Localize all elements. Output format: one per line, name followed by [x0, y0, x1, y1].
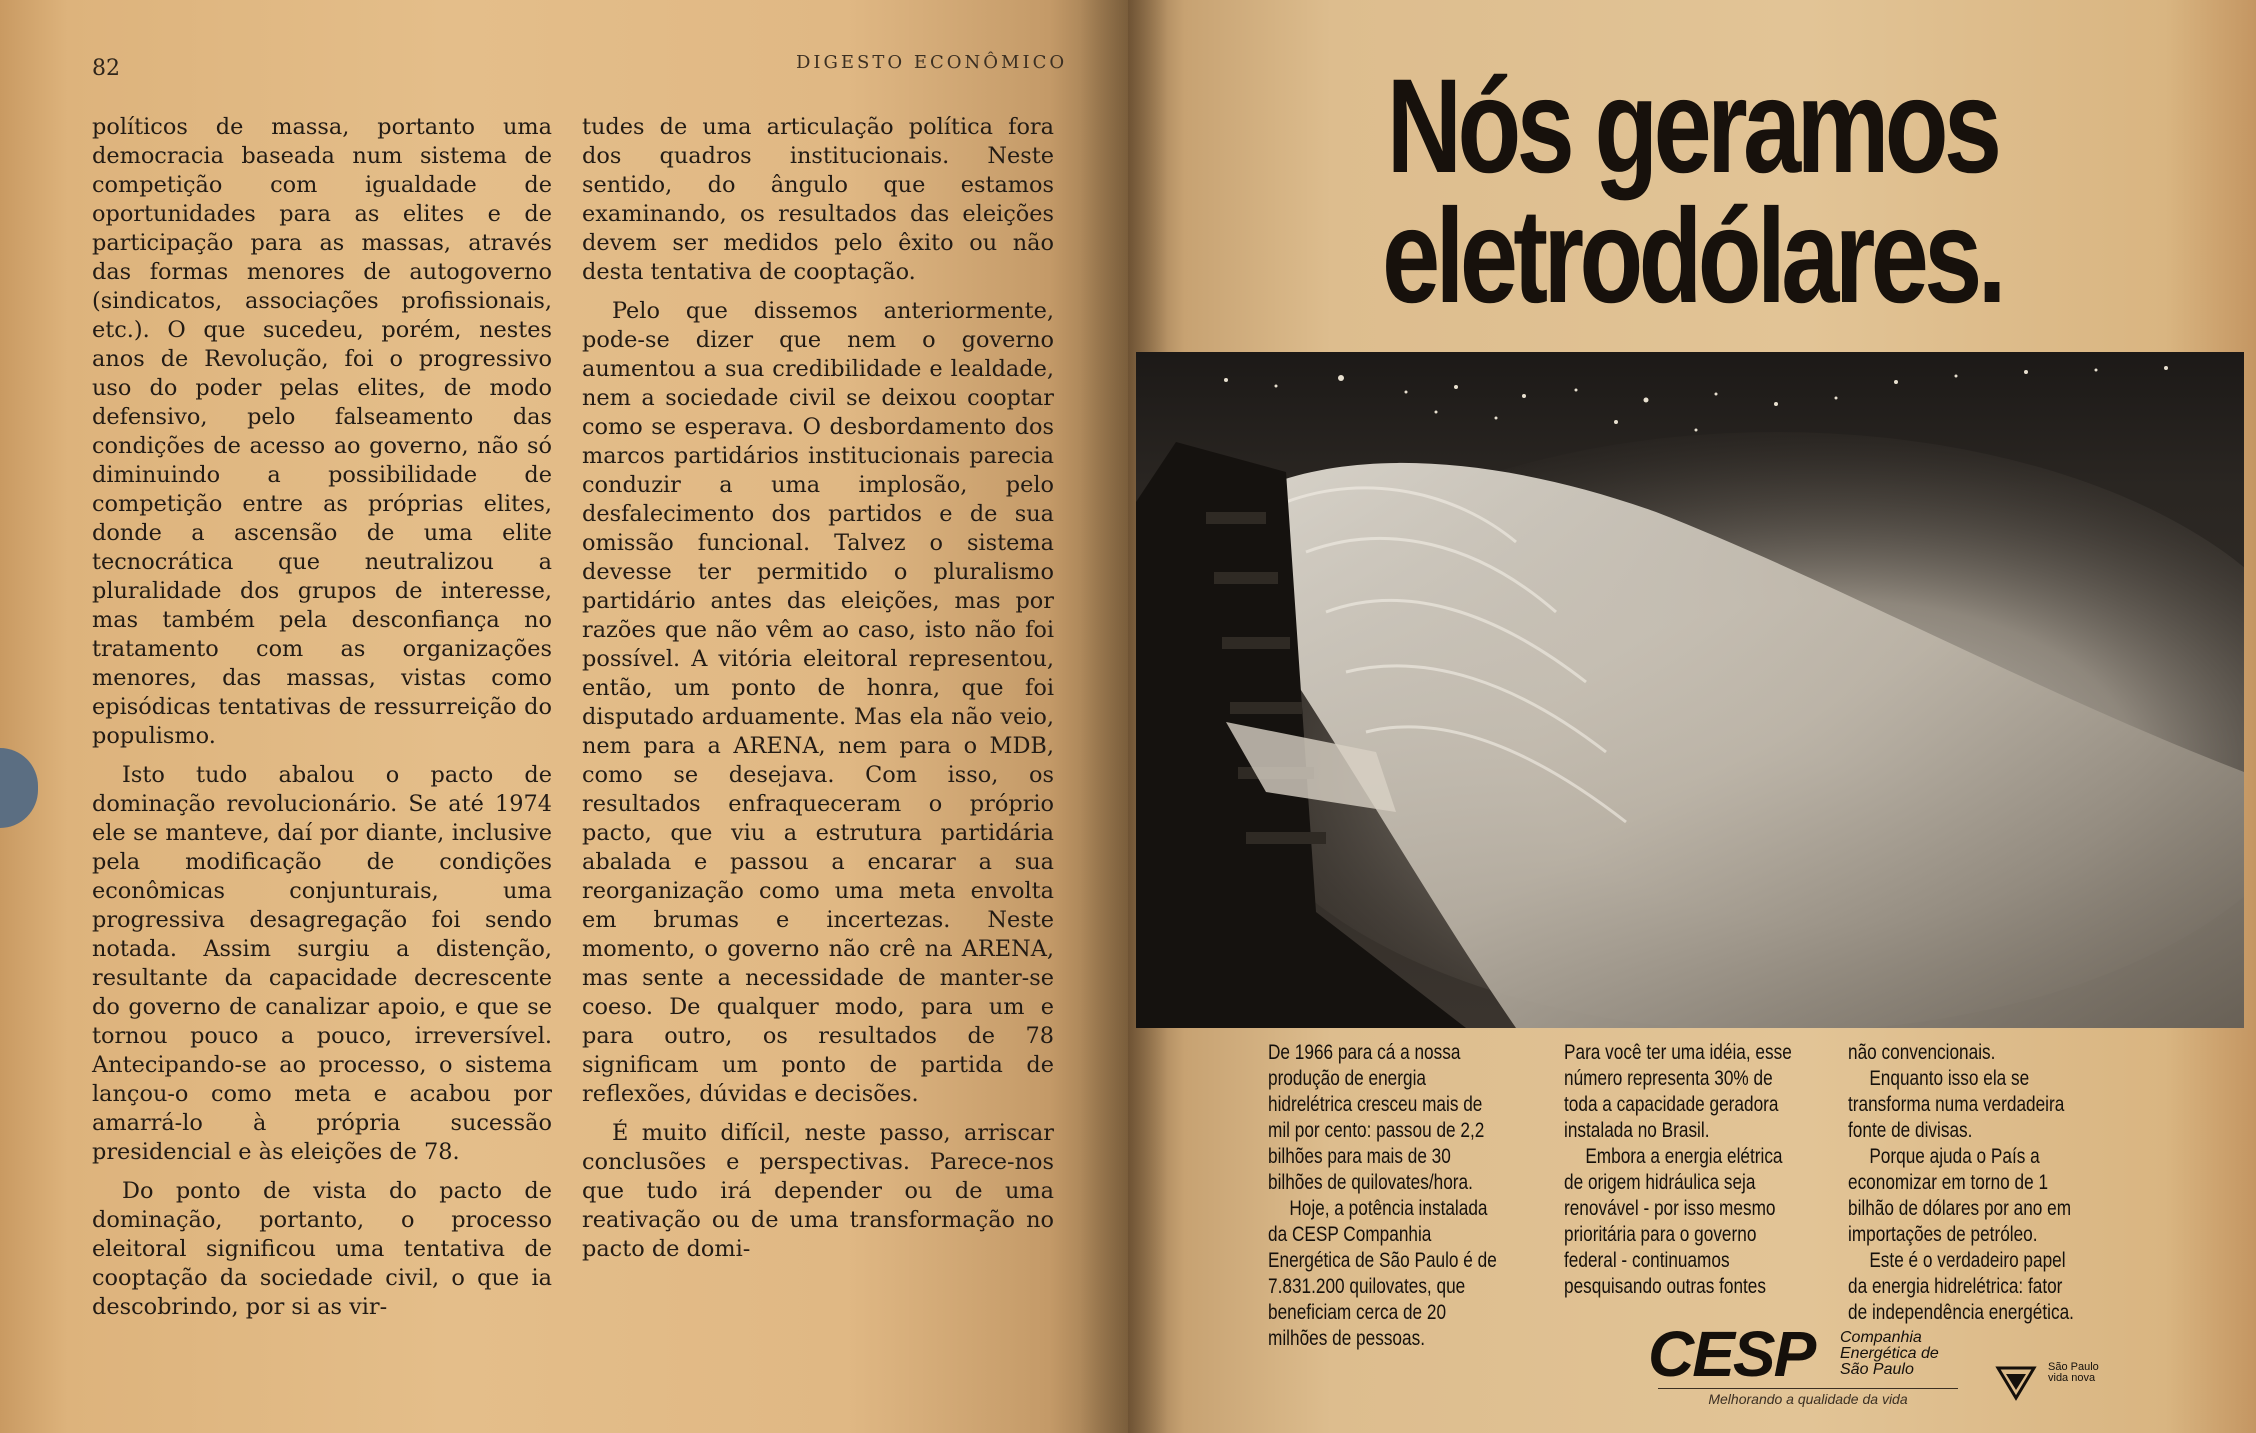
ad-paragraph: Embora a energia elétrica de origem hidráulica seja renovável - por isso mesmo prioritária para o governo federal - continuamos pesquisando outras fontes [1564, 1145, 1783, 1298]
page-number: 82 [92, 56, 120, 81]
ad-headline-line-1: Nós geramos [1386, 52, 1998, 201]
paragraph: Do ponto de vista do pacto de dominação, portanto, o processo eleitoral significou uma tentativa de cooptação da sociedade civil, o que ia descobrindo, por si as vir- [92, 1178, 552, 1320]
paragraph: políticos de massa, portanto uma democracia baseada num sistema de competição com igualdade de oportunidades para as elites e de participação para as massas, através das formas menores de autogoverno (sindicatos, associações profissionais, etc.). O que sucedeu, porém, nestes anos de Revolução, foi o progressivo uso do poder pelas elites, de modo defensivo, pelo falseamento das condições de acesso ao governo, não só diminuindo a possibilidade de competição entre as próprias elites, donde a ascensão de uma elite tecnocrática que neutralizou a pluralidade dos grupos de interesse, mas também pela desconfiança no tratamento com as organizações menores, das massas, vistas como episódicas tentativas de ressurreição do populismo. [92, 114, 552, 749]
ad-paragraph: Este é o verdadeiro papel da energia hidrelétrica: fator de independência energética. [1848, 1249, 2074, 1324]
article-column-2 [582, 113, 1054, 1264]
article-column-1 [92, 113, 552, 1322]
ad-paragraph: Hoje, a potência instalada da CESP Companhia Energética de São Paulo é de 7.831.200 quilovates, que beneficiam cerca de 20 milhões de pessoas. [1268, 1197, 1497, 1350]
ad-slogan: Melhorando a qualidade da vida [1658, 1388, 1958, 1407]
running-head: DIGESTO ECONÔMICO [796, 52, 1068, 73]
dam-spillway-photo [1136, 352, 2244, 1028]
paragraph: Pelo que dissemos anteriormente, pode-se dizer que nem o governo aumentou a sua credibilidade e lealdade, nem a sociedade civil se deixou cooptar como se esperava. O desbordamento dos marcos partidários institucionais parecia conduzir a uma implosão, pelo desfalecimento dos partidos e de sua omissão funcional. Talvez o sistema devesse ter permitido o pluralismo partidário antes das eleições, mas por razões que não vêm ao caso, isto não foi possível. A vitória eleitoral representou, então, um ponto de honra, que foi disputado arduamente. Mas ela não veio, nem para a ARENA, nem para o MDB, como se desejava. Com isso, os resultados enfraqueceram o próprio pacto, que viu a estrutura partidária abalada e passou a encarar a sua reorganização como uma meta envolta em brumas e incertezas. Neste momento, o governo não crê na ARENA, mas sente a necessidade de manter-se coeso. De qualquer modo, para um e para outro, os resultados de 78 significam um ponto de partida de reflexões, dúvidas e decisões. [582, 298, 1054, 1107]
ad-paragraph: Porque ajuda o País a economizar em torno de 1 bilhão de dólares por ano em importações de petróleo. [1848, 1145, 2072, 1246]
cesp-logo: CESP [1648, 1318, 1815, 1390]
paragraph: tudes de uma articulação política fora dos quadros institucionais. Neste sentido, do ângulo que estamos examinando, os resultados das eleições devem ser medidos pelo êxito ou não desta tentativa de cooptação. [582, 114, 1054, 285]
ad-paragraph: não convencionais. [1848, 1041, 1996, 1064]
cesp-logo-subtitle: Companhia Energética de São Paulo [1840, 1329, 1939, 1378]
ad-paragraph: De 1966 para cá a nossa produção de energia hidrelétrica cresceu mais de mil por cento: passou de 2,2 bilhões para mais de 30 bilhões de quilovates/hora. [1268, 1041, 1485, 1194]
page-tab-marker [0, 748, 38, 828]
ad-paragraph: Para você ter uma idéia, esse número representa 30% de toda a capacidade geradora instalada no Brasil. [1564, 1041, 1792, 1142]
paragraph: Isto tudo abalou o pacto de dominação revolucionário. Se até 1974 ele se manteve, daí por diante, inclusive pela modificação de condições econômicas conjunturais, uma progressiva desagregação foi sendo notada. Assim surgiu a distenção, resultante da capacidade decrescente do governo de canalizar apoio, e que se tornou pouco a pouco, irreversível. Antecipando-se ao processo, o sistema lançou-o como meta e acabou por amarrá-lo à própria sucessão presidencial e às eleições de 78. [92, 762, 552, 1165]
sao-paulo-label: São Paulo vida nova [2048, 1361, 2099, 1384]
ad-headline-line-2: eletrodólares. [1382, 182, 2002, 331]
page-gutter-shadow [1080, 0, 1128, 1433]
paragraph: É muito difícil, neste passo, arriscar conclusões e perspectivas. Parece-nos que tudo irá depender ou de uma reativação ou de uma transformação no pacto de domi- [582, 1120, 1054, 1262]
right-page-advertisement [1128, 0, 2256, 1433]
ad-text-column-1 [1268, 1040, 1506, 1352]
ad-paragraph: Enquanto isso ela se transforma numa verdadeira fonte de divisas. [1848, 1067, 2065, 1142]
ad-headline [1252, 52, 2132, 331]
ad-text-column-3 [1848, 1040, 2086, 1326]
ad-text-column-2 [1564, 1040, 1802, 1300]
